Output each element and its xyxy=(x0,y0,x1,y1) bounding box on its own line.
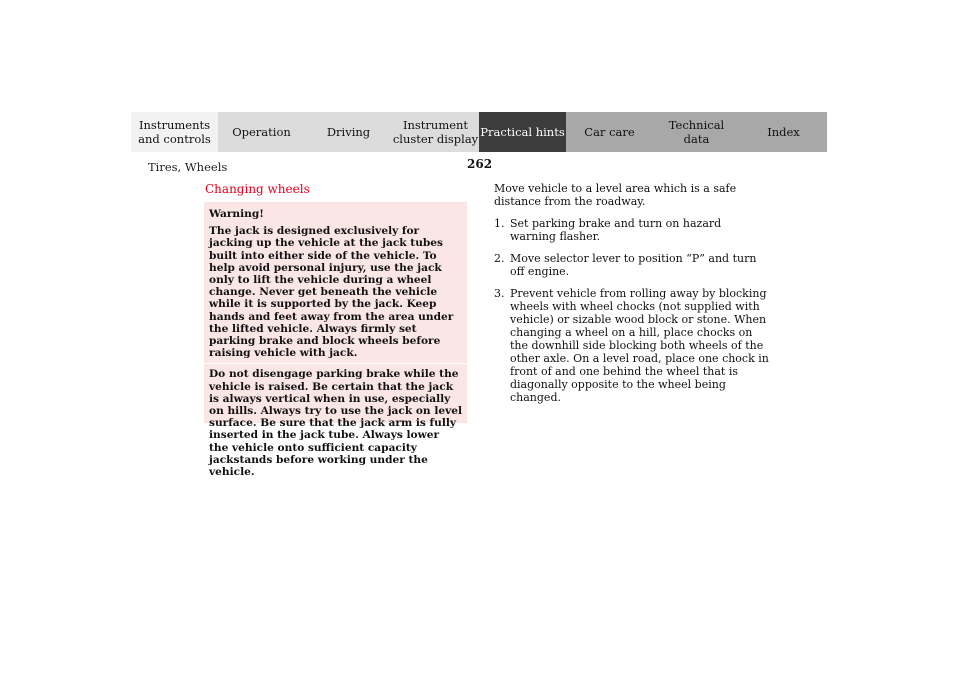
step-number: 2. xyxy=(494,252,505,265)
warning-title: Warning! xyxy=(209,208,264,220)
section-nav xyxy=(131,112,827,152)
step-number: 1. xyxy=(494,217,505,230)
page-number: 262 xyxy=(467,157,493,171)
warning-paragraph: Do not disengage parking brake while the vehicle is raised. Be certain that the jack is always vertical when in use, especially on hills. Always try to use the jack on level surface. Be sure that the jack arm is fully inserted in the jack tube. Always lower the vehicle onto sufficient capacity jackstands before working under the vehicle. xyxy=(209,368,463,479)
warning-box xyxy=(204,202,467,479)
step-number: 3. xyxy=(494,287,505,300)
step-text: Prevent vehicle from rolling away by blocking wheels with wheel chocks (not supplied with vehicle) or sizable wood block or stone. When changing a wheel on a hill, place chocks on the downhill side blocking both wheels of the other axle. On a level road, place one chock in front of and one behind the wheel that is diagonally opposite to the wheel being changed. xyxy=(510,287,769,404)
warning-paragraph: The jack is designed exclusively for jacking up the vehicle at the jack tubes built into either side of the vehicle. To help avoid personal injury, use the jack only to lift the vehicle during a wheel change. Never get beneath the vehicle while it is supported by the jack. Keep hands and feet away from the area under the lifted vehicle. Always firmly set parking brake and block wheels before raising vehicle with jack. xyxy=(209,225,454,360)
tab-instruments-and-controls[interactable]: Instruments and controls xyxy=(131,112,218,152)
warning-divider xyxy=(204,363,467,364)
instructions xyxy=(494,182,769,413)
section-title: Changing wheels xyxy=(205,182,310,196)
step-text: Set parking brake and turn on hazard warning flasher. xyxy=(510,217,722,243)
tab-index[interactable]: Index xyxy=(740,112,827,152)
tab-practical-hints[interactable]: Practical hints xyxy=(479,112,566,152)
tab-instrument-cluster-display[interactable]: Instrument cluster display xyxy=(392,112,479,152)
running-head: Tires, Wheels xyxy=(148,160,228,174)
step-item xyxy=(494,287,769,404)
tab-operation[interactable]: Operation xyxy=(218,112,305,152)
step-text: Move selector lever to position “P” and turn off engine. xyxy=(510,252,757,278)
step-item xyxy=(494,217,769,243)
steps-list xyxy=(494,217,769,404)
step-item xyxy=(494,252,769,278)
tab-car-care[interactable]: Car care xyxy=(566,112,653,152)
tab-technical-data[interactable]: Technical data xyxy=(653,112,740,152)
instructions-intro: Move vehicle to a level area which is a safe distance from the roadway. xyxy=(494,182,737,208)
tab-driving[interactable]: Driving xyxy=(305,112,392,152)
